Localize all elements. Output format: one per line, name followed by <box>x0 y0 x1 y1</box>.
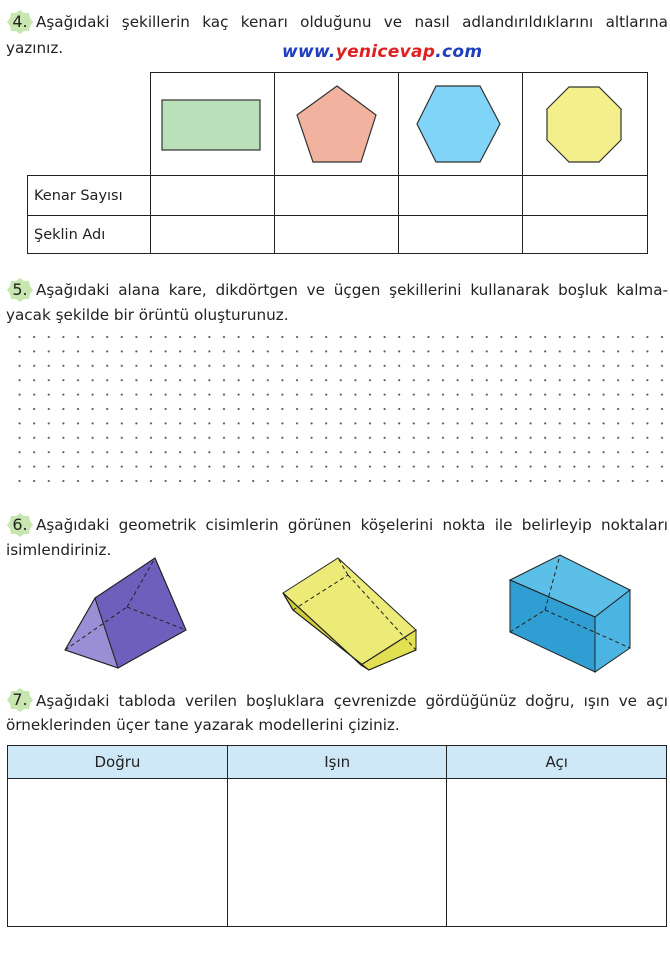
question-5-text-cont: yacak şekilde bir örüntü oluşturunuz. <box>6 306 289 324</box>
header-line: Doğru <box>8 746 228 779</box>
octagon-cell <box>522 73 647 176</box>
question-4-text: Aşağıdaki şekillerin kaç kenarı olduğunu ve nasıl adlandırıldıklarını altlarına <box>36 13 668 31</box>
pentagon-shape <box>297 86 376 162</box>
yellow-rectangular-prism-solid <box>278 555 420 675</box>
dot-grid-area[interactable] <box>0 330 670 490</box>
row-label-edge-count: Kenar Sayısı <box>28 176 151 216</box>
question-5-prompt <box>6 278 668 302</box>
question-6-prompt <box>6 513 668 537</box>
question-5-text: Aşağıdaki alana kare, dikdörtgen ve üçgen şekillerini kullanarak boşluk kalma- <box>36 281 668 299</box>
rectangle-shape <box>162 100 260 150</box>
question-number-4: 4. <box>12 12 28 31</box>
pentagon-cell <box>274 73 398 176</box>
triangular-prism-solid <box>55 555 195 673</box>
header-ray: Işın <box>227 746 447 779</box>
line-ray-angle-table <box>7 745 667 927</box>
empty-corner-cell <box>28 73 151 176</box>
question-6-text: Aşağıdaki geometrik cisimlerin görünen köşelerini nokta ile belirleyip noktaları <box>36 516 668 534</box>
answer-cell[interactable] <box>274 176 398 216</box>
answer-cell-angle[interactable] <box>447 779 667 927</box>
rectangle-cell <box>150 73 274 176</box>
question-7-prompt <box>6 689 668 713</box>
octagon-shape <box>547 87 621 162</box>
answer-cell[interactable] <box>150 216 274 254</box>
answer-cell[interactable] <box>274 216 398 254</box>
answer-cell[interactable] <box>522 176 647 216</box>
question-4-prompt <box>6 10 668 34</box>
hexagon-shape <box>417 86 500 162</box>
answer-cell[interactable] <box>398 216 522 254</box>
watermark: www.yenicevap.com <box>282 42 483 62</box>
shapes-table <box>27 72 648 254</box>
answer-cell[interactable] <box>398 176 522 216</box>
question-number-7: 7. <box>12 690 28 709</box>
question-number-5: 5. <box>12 280 28 299</box>
question-7-text: Aşağıdaki tabloda verilen boşluklara çevrenizde gördüğünüz doğru, ışın ve açı <box>36 692 668 710</box>
question-7-text-cont: örneklerinden üçer tane yazarak modellerini çiziniz. <box>6 716 400 734</box>
answer-cell[interactable] <box>150 176 274 216</box>
hexagon-cell <box>398 73 522 176</box>
blue-rectangular-prism-solid <box>505 552 635 680</box>
answer-cell[interactable] <box>522 216 647 254</box>
answer-cell-ray[interactable] <box>227 779 447 927</box>
question-6-text-cont: isimlendiriniz. <box>6 541 112 559</box>
header-angle: Açı <box>447 746 667 779</box>
answer-cell-line[interactable] <box>8 779 228 927</box>
question-4-text-cont: yazınız. <box>6 39 64 57</box>
question-number-6: 6. <box>12 515 28 534</box>
row-label-shape-name: Şeklin Adı <box>28 216 151 254</box>
